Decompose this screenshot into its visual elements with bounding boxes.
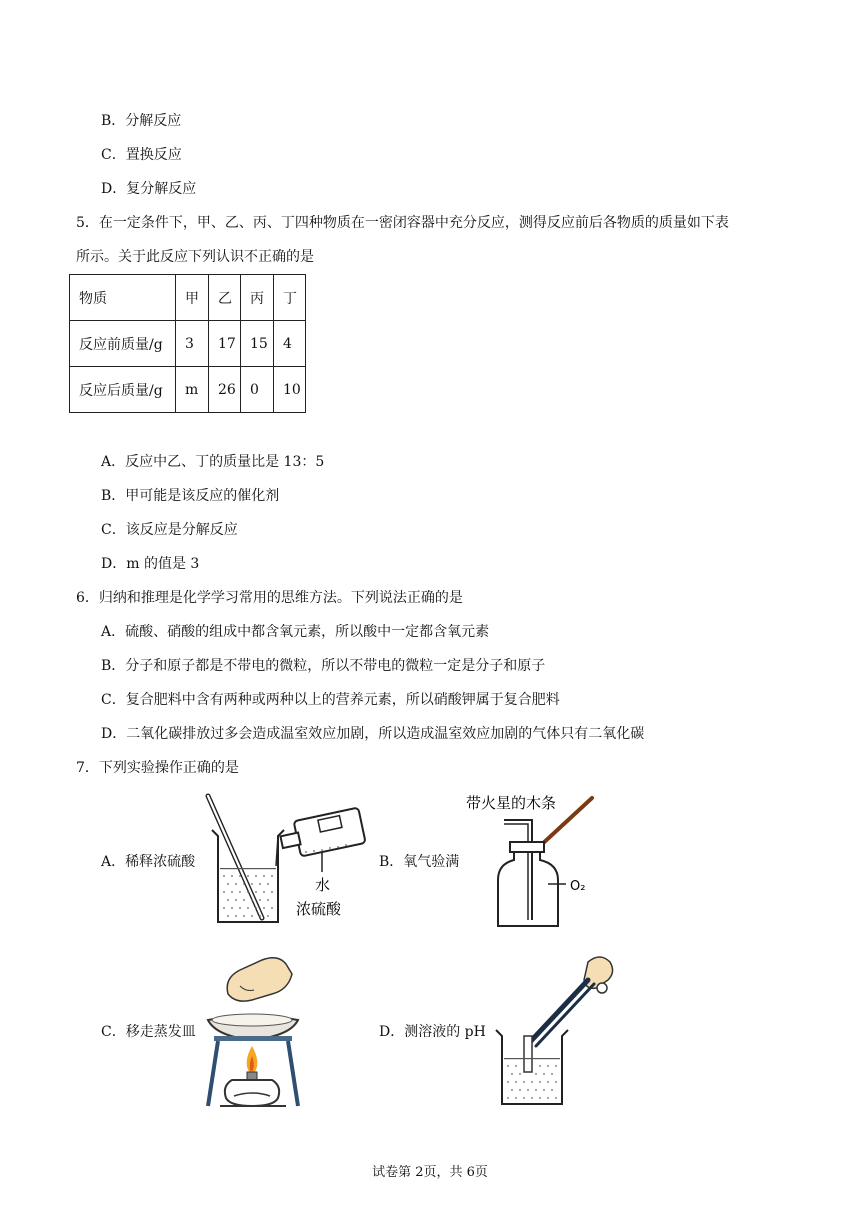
page-footer: 试卷第 2页，共 6页 bbox=[372, 1165, 488, 1180]
q4-option-c: C．置换反应 bbox=[101, 147, 182, 163]
fig-oxygen-check bbox=[462, 790, 622, 932]
fig-b-label-splint: 带火星的木条 bbox=[466, 794, 557, 812]
fig-b-label-gas: O₂ bbox=[570, 879, 586, 894]
table-cell: 丁 bbox=[274, 275, 306, 321]
table-cell: 物质 bbox=[70, 275, 176, 321]
table-header-row bbox=[70, 275, 306, 321]
table-cell: 反应后质量/g bbox=[70, 367, 176, 413]
table-cell: 10 bbox=[274, 367, 306, 413]
table-cell: 丙 bbox=[241, 275, 274, 321]
table-cell: m bbox=[176, 367, 209, 413]
table-row bbox=[70, 367, 306, 413]
q5-option-d: D．m 的值是 3 bbox=[101, 556, 200, 572]
q6-option-b: B．分子和原子都是不带电的微粒，所以不带电的微粒一定是分子和原子 bbox=[101, 658, 546, 674]
fig-dilute-acid bbox=[200, 790, 370, 932]
q4-option-d: D．复分解反应 bbox=[101, 181, 197, 197]
q5-stem-line2: 所示。关于此反应下列认识不正确的是 bbox=[76, 249, 314, 265]
table-cell: 反应前质量/g bbox=[70, 321, 176, 367]
q6-option-c: C．复合肥料中含有两种或两种以上的营养元素，所以硝酸钾属于复合肥料 bbox=[101, 692, 560, 708]
q5-option-b: B．甲可能是该反应的催化剂 bbox=[101, 488, 280, 504]
table-cell: 乙 bbox=[209, 275, 241, 321]
q5-option-a: A．反应中乙、丁的质量比是 13：5 bbox=[101, 454, 325, 470]
table-cell: 甲 bbox=[176, 275, 209, 321]
q7-option-a: A．稀释浓硫酸 bbox=[101, 854, 196, 870]
fig-a-label-acid: 浓硫酸 bbox=[296, 900, 342, 918]
q7-option-b: B．氧气验满 bbox=[379, 854, 460, 870]
table-cell: 17 bbox=[209, 321, 241, 367]
q5-mass-table bbox=[69, 274, 306, 413]
table-cell: 3 bbox=[176, 321, 209, 367]
q4-option-b: B．分解反应 bbox=[101, 113, 182, 129]
q7-stem: 7．下列实验操作正确的是 bbox=[76, 760, 239, 776]
table-cell: 4 bbox=[274, 321, 306, 367]
q6-option-a: A．硫酸、硝酸的组成中都含氧元素，所以酸中一定都含氧元素 bbox=[101, 624, 490, 640]
q7-option-d: D．测溶液的 pH bbox=[379, 1024, 486, 1040]
q5-stem-line1: 5．在一定条件下，甲、乙、丙、丁四种物质在一密闭容器中充分反应，测得反应前后各物质的质量如下表 bbox=[76, 215, 729, 231]
q7-option-c: C．移走蒸发皿 bbox=[101, 1024, 196, 1040]
fig-evaporating-dish bbox=[200, 950, 310, 1110]
table-row bbox=[70, 321, 306, 367]
q6-stem: 6．归纳和推理是化学学习常用的思维方法。下列说法正确的是 bbox=[76, 590, 463, 606]
fig-ph-test bbox=[492, 950, 622, 1110]
table-cell: 26 bbox=[209, 367, 241, 413]
q6-option-d: D．二氧化碳排放过多会造成温室效应加剧，所以造成温室效应加剧的气体只有二氧化碳 bbox=[101, 726, 645, 742]
fig-a-label-water: 水 bbox=[315, 876, 331, 894]
table-cell: 15 bbox=[241, 321, 274, 367]
q5-option-c: C．该反应是分解反应 bbox=[101, 522, 238, 538]
table-cell: 0 bbox=[241, 367, 274, 413]
